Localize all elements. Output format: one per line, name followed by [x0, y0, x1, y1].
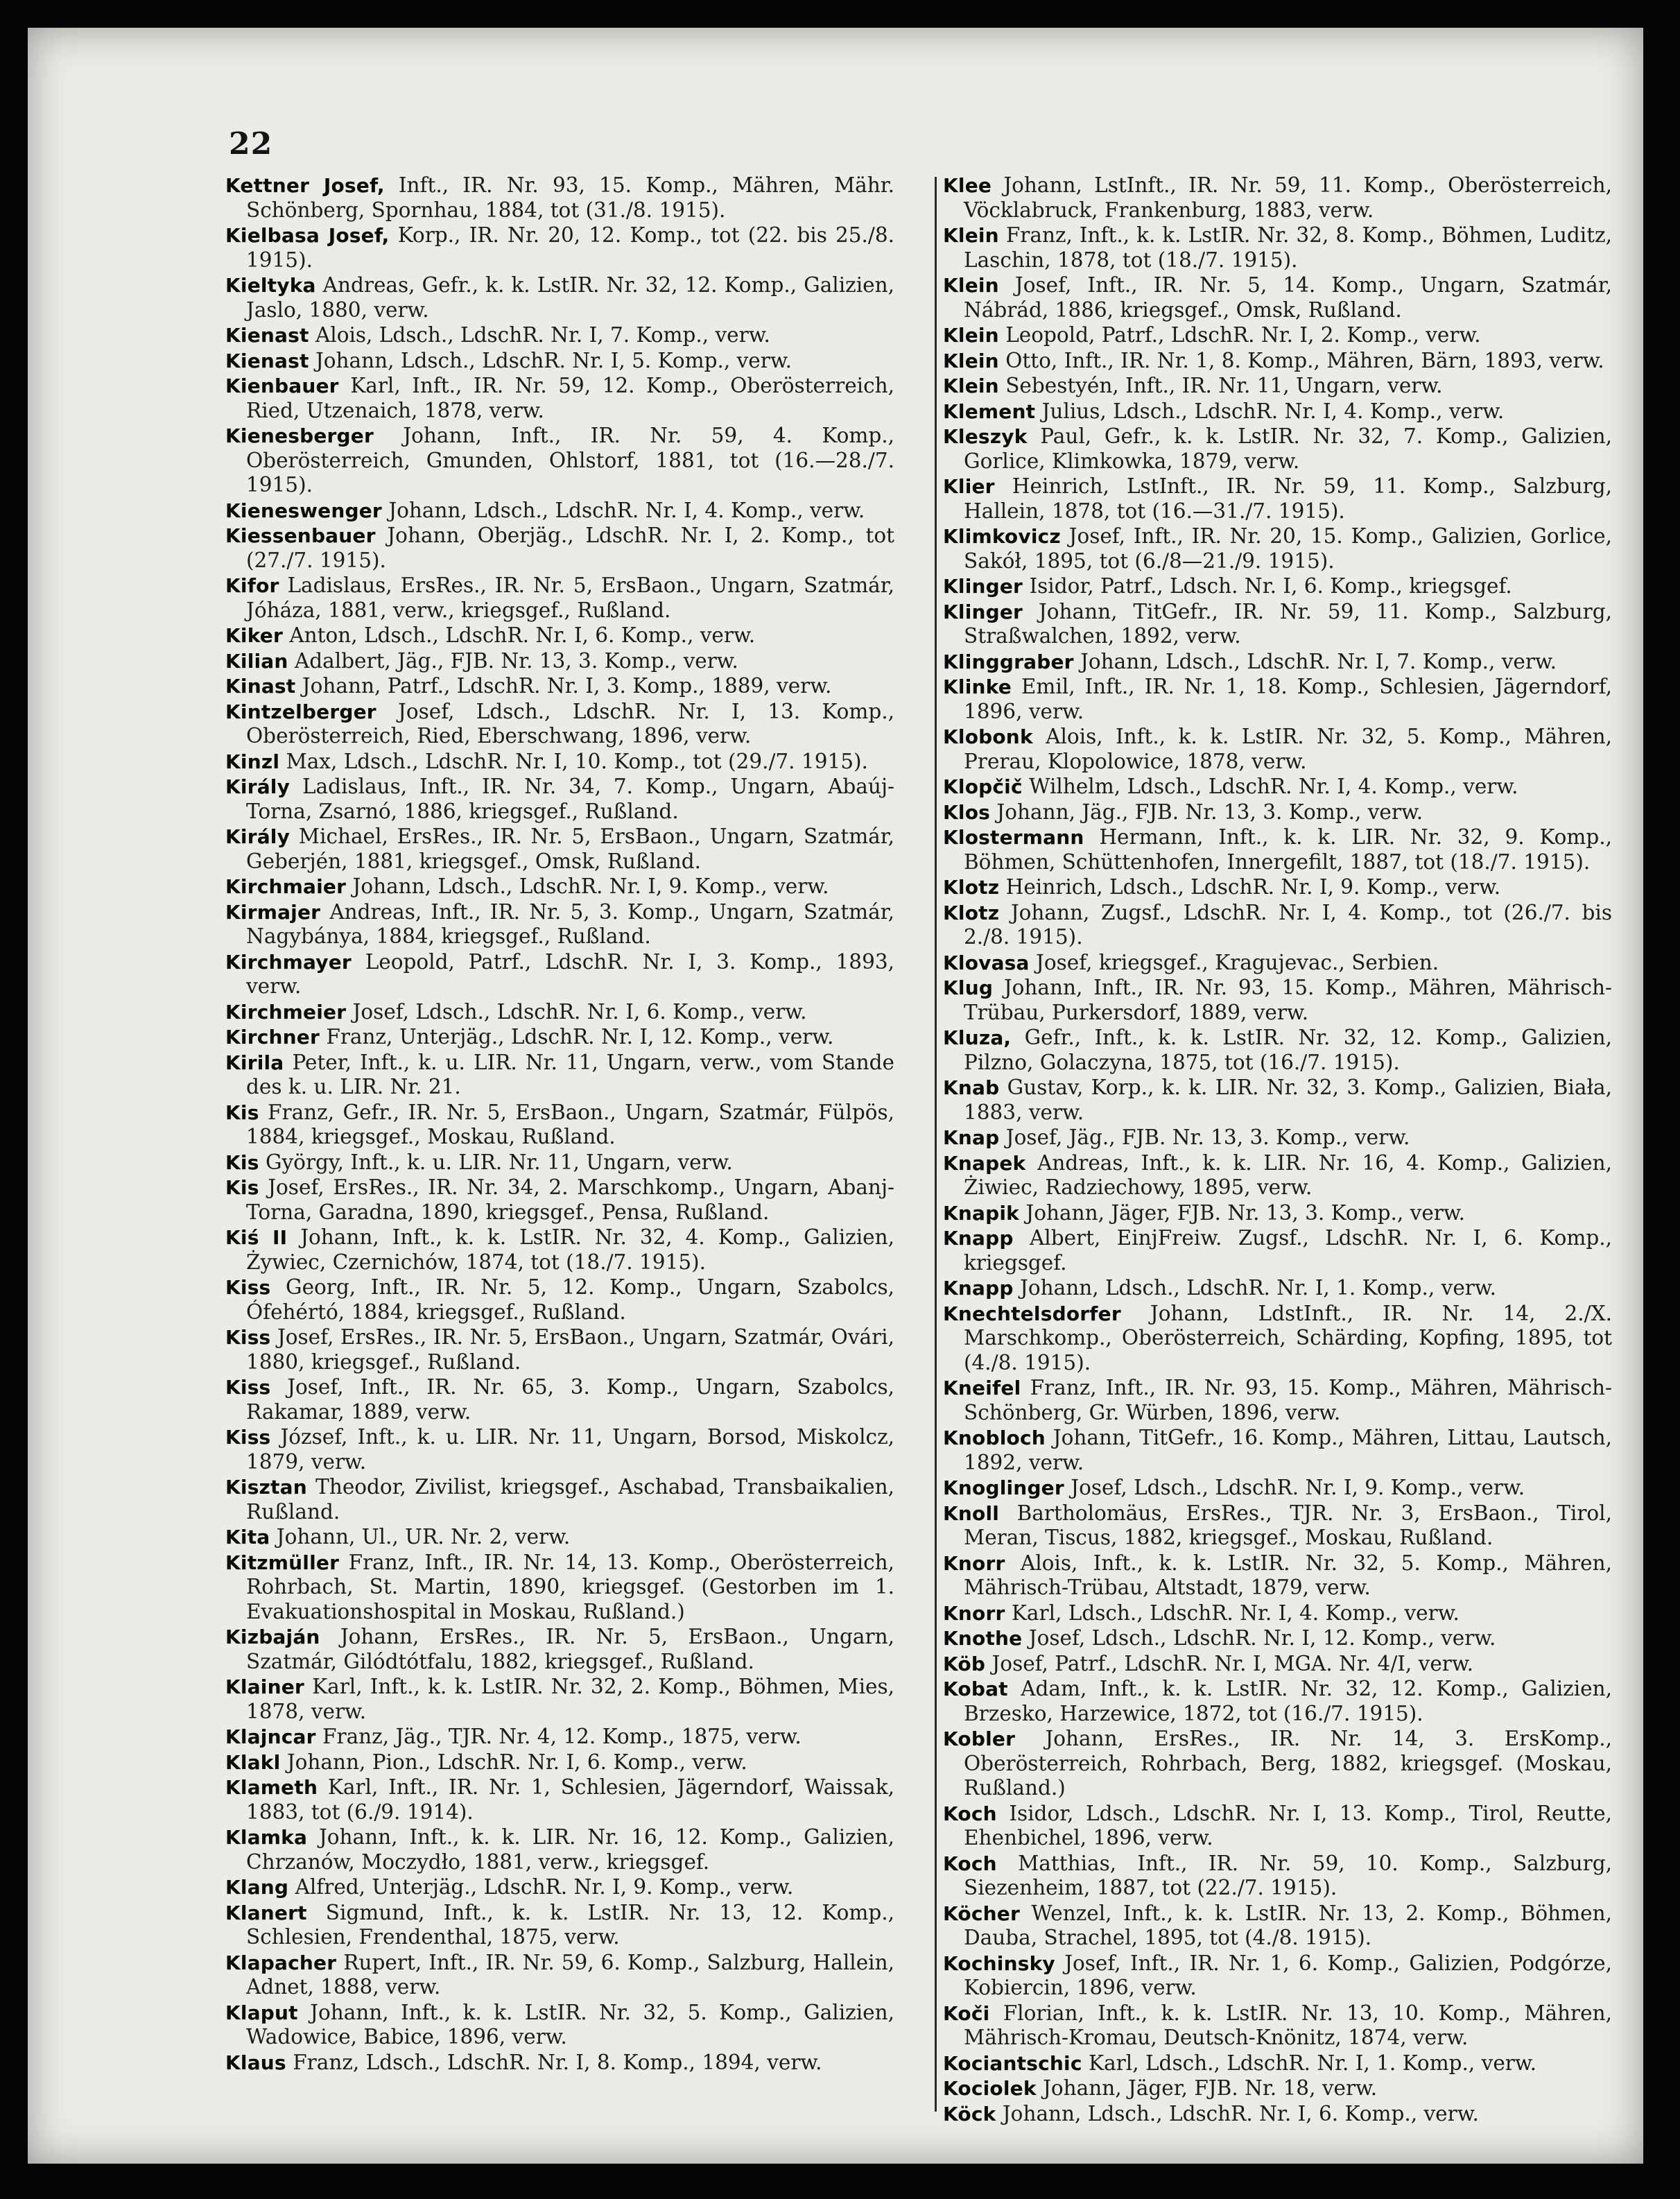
register-entry [225, 649, 894, 674]
entry-details: Johann, ErsRes., IR. Nr. 5, ErsBaon., Ungarn, Szatmár, Gilódtótfalu, 1882, kriegsgef., Rußland. [246, 1625, 894, 1673]
entry-surname: Kienbauer [225, 374, 339, 397]
register-entry [225, 424, 894, 498]
page-number: 22 [229, 126, 273, 162]
register-entry [943, 1026, 1612, 1075]
entry-surname: Köb [943, 1652, 986, 1675]
entry-surname: Kieltyka [225, 274, 316, 297]
entry-details: Karl, Inft., k. k. LstIR. Nr. 32, 2. Komp., Böhmen, Mies, 1878, verw. [246, 1675, 894, 1723]
entry-surname: Kleszyk [943, 425, 1028, 448]
entry-details: Theodor, Zivilist, kriegsgef., Aschabad, Transbaikalien, Rußland. [246, 1475, 894, 1524]
entry-surname: Kiessenbauer [225, 524, 376, 547]
entry-details: Johann, Patrf., LdschR. Nr. I, 3. Komp., 1889, verw. [302, 674, 832, 698]
entry-details: Franz, Inft., k. k. LstIR. Nr. 32, 8. Komp., Böhmen, Luditz, Laschin, 1878, tot (18./7. 1915). [964, 223, 1612, 272]
entry-details: Matthias, Inft., IR. Nr. 59, 10. Komp., Salzburg, Siezenheim, 1887, tot (22./7. 1915). [964, 1851, 1612, 1899]
entry-surname: Kienast [225, 324, 309, 347]
register-entry [943, 1652, 1612, 1677]
entry-details: Andreas, Inft., IR. Nr. 5, 3. Komp., Ungarn, Szatmár, Nagybánya, 1884, kriegsgef., Rußland. [246, 899, 894, 948]
register-entry [943, 574, 1612, 599]
register-entry [943, 1501, 1612, 1551]
entry-details: Max, Ldsch., LdschR. Nr. I, 10. Komp., tot (29./7. 1915). [286, 749, 868, 773]
register-entry [943, 1727, 1612, 1801]
entry-details: Johann, Ldsch., LdschR. Nr. I, 7. Komp., verw. [1080, 649, 1557, 673]
entry-details: Paul, Gefr., k. k. LstIR. Nr. 32, 7. Komp., Galizien, Gorlice, Klimkowka, 1879, verw. [964, 424, 1612, 473]
entry-details: Johann, ErsRes., IR. Nr. 14, 3. ErsKomp., Oberösterreich, Rohrbach, Berg, 1882, kriegsgef. (Moskau, Rußland.) [964, 1727, 1612, 1800]
entry-surname: Kociolek [943, 2077, 1037, 2100]
register-entry [943, 600, 1612, 649]
entry-surname: Kochinsky [943, 1951, 1055, 1975]
entry-details: Isidor, Patrf., Ldsch. Nr. I, 6. Komp., kriegsgef. [1029, 574, 1512, 598]
entry-surname: Klement [943, 399, 1036, 423]
register-entry [225, 825, 894, 874]
entry-surname: Klostermann [943, 826, 1084, 849]
entry-details: Johann, TitGefr., 16. Komp., Mähren, Littau, Lautsch, 1892, verw. [964, 1426, 1612, 1474]
register-entry [943, 1626, 1612, 1651]
entry-details: Adam, Inft., k. k. LstIR. Nr. 32, 12. Komp., Galizien, Brzesko, Harzewice, 1872, tot (16./7. 1915). [964, 1677, 1612, 1725]
entry-details: Korp., IR. Nr. 20, 12. Komp., tot (22. bis 25./8. 1915). [246, 223, 894, 272]
register-entry [943, 374, 1612, 399]
entry-details: György, Inft., k. u. LIR. Nr. 11, Ungarn, verw. [265, 1150, 733, 1174]
entry-details: Josef, ErsRes., IR. Nr. 5, ErsBaon., Ungarn, Szatmár, Ovári, 1880, kriegsgef., Rußland. [246, 1325, 894, 1374]
entry-details: Johann, Ul., UR. Nr. 2, verw. [276, 1525, 571, 1549]
register-entry [943, 1601, 1612, 1626]
entry-surname: Knapp [943, 1227, 1014, 1250]
entry-details: Josef, Inft., IR. Nr. 1, 6. Komp., Galizien, Podgórze, Kobiercin, 1896, verw. [964, 1951, 1612, 1999]
register-entry [225, 1025, 894, 1050]
entry-details: Josef, Ldsch., LdschR. Nr. I, 13. Komp., Oberösterreich, Ried, Eberschwang, 1896, verw. [246, 699, 894, 748]
register-entry [943, 1276, 1612, 1301]
register-entry [943, 349, 1612, 374]
entry-details: Karl, Ldsch., LdschR. Nr. I, 4. Komp., verw. [1011, 1601, 1460, 1625]
register-entry [943, 650, 1612, 675]
entry-surname: Kilian [225, 649, 288, 673]
entry-details: Karl, Inft., IR. Nr. 59, 12. Komp., Oberösterreich, Ried, Utzenaich, 1878, verw. [246, 374, 894, 422]
register-entry [225, 2051, 894, 2076]
entry-details: Wilhelm, Ldsch., LdschR. Nr. I, 4. Komp., verw. [1029, 775, 1518, 798]
right-column [943, 173, 1612, 2127]
register-entry [943, 1426, 1612, 1475]
register-entry [943, 1376, 1612, 1425]
register-entry [225, 1951, 894, 2000]
entry-details: Franz, Inft., IR. Nr. 93, 15. Komp., Mähren, Mährisch-Schönberg, Gr. Würben, 1896, verw. [964, 1376, 1612, 1424]
entry-surname: Knobloch [943, 1426, 1046, 1449]
register-entry [225, 1225, 894, 1275]
entry-details: Otto, Inft., IR. Nr. 1, 8. Komp., Mähren, Bärn, 1893, verw. [1005, 348, 1604, 372]
register-entry [225, 1551, 894, 1625]
entry-surname: Koch [943, 1802, 997, 1825]
register-entry [225, 273, 894, 322]
entry-surname: Kitzmüller [225, 1551, 340, 1574]
entry-surname: Klopčič [943, 775, 1023, 798]
entry-details: Alois, Inft., k. k. LstIR. Nr. 32, 5. Komp., Mähren, Mährisch-Trübau, Altstadt, 1879, verw. [964, 1551, 1612, 1599]
register-entry [225, 173, 894, 223]
register-entry [943, 2001, 1612, 2051]
entry-surname: Kiś II [225, 1226, 288, 1249]
register-entry [225, 874, 894, 899]
entry-details: Andreas, Inft., k. k. LIR. Nr. 16, 4. Komp., Galizien, Żiwiec, Radziechowy, 1895, verw. [964, 1150, 1612, 1199]
entry-details: Johann, Ldsch., LdschR. Nr. I, 9. Komp., verw. [352, 874, 829, 898]
entry-surname: Klobonk [943, 725, 1033, 748]
entry-details: Leopold, Patrf., LdschR. Nr. I, 2. Komp., verw. [1005, 323, 1481, 347]
register-entry [225, 1775, 894, 1825]
entry-details: Franz, Unterjäg., LdschR. Nr. I, 12. Komp., verw. [326, 1025, 834, 1049]
entry-surname: Knothe [943, 1627, 1023, 1650]
entry-details: Georg, Inft., IR. Nr. 5, 12. Komp., Ungarn, Szabolcs, Ófehértó, 1884, kriegsgef., Rußland. [246, 1275, 894, 1324]
entry-details: Johann, Inft., IR. Nr. 59, 4. Komp., Oberösterreich, Gmunden, Ohlstorf, 1881, tot (16.—28./7. 1915). [246, 424, 894, 497]
entry-surname: Kisztan [225, 1476, 307, 1499]
entry-details: Josef, Ldsch., LdschR. Nr. I, 9. Komp., verw. [1071, 1476, 1525, 1499]
left-column [225, 173, 894, 2076]
entry-surname: Klinke [943, 675, 1012, 698]
register-entry [225, 223, 894, 273]
register-entry [225, 1150, 894, 1175]
register-entry [225, 1325, 894, 1374]
register-entry [943, 1951, 1612, 2001]
entry-details: Johann, Inft., IR. Nr. 93, 15. Komp., Mähren, Mährisch-Trübau, Purkersdorf, 1889, verw. [964, 976, 1612, 1024]
entry-surname: Kiss [225, 1326, 271, 1349]
entry-surname: Kluza, [943, 1026, 1012, 1049]
entry-details: Sigmund, Inft., k. k. LstIR. Nr. 13, 12. Komp., Schlesien, Frendenthal, 1875, verw. [246, 1900, 894, 1949]
entry-surname: Kiss [225, 1426, 271, 1449]
entry-details: Johann, Jäger, FJB. Nr. 18, verw. [1043, 2076, 1378, 2100]
entry-details: Johann, Ldsch., LdschR. Nr. I, 6. Komp., verw. [1002, 2101, 1479, 2125]
entry-surname: Klein [943, 324, 999, 347]
entry-surname: Klotz [943, 876, 1000, 899]
entry-surname: Kinzl [225, 750, 280, 773]
register-entry [943, 901, 1612, 950]
entry-details: Josef, Inft., IR. Nr. 5, 14. Komp., Ungarn, Szatmár, Nábrád, 1886, kriegsgef., Omsk, Rußland. [964, 273, 1612, 322]
entry-details: Isidor, Ldsch., LdschR. Nr. I, 13. Komp., Tirol, Reutte, Ehenbichel, 1896, verw. [964, 1801, 1612, 1849]
register-entry [943, 2076, 1612, 2101]
register-entry [225, 1725, 894, 1750]
entry-details: Johann, LstInft., IR. Nr. 59, 11. Komp., Oberösterreich, Vöcklabruck, Frankenburg, 1883, verw. [964, 173, 1612, 222]
entry-surname: Kirchmayer [225, 950, 352, 974]
entry-surname: Kirchmaier [225, 875, 347, 898]
register-entry [943, 951, 1612, 976]
entry-details: Sebestyén, Inft., IR. Nr. 11, Ungarn, verw. [1005, 374, 1443, 397]
entry-details: Heinrich, Ldsch., LdschR. Nr. I, 9. Komp., verw. [1005, 875, 1501, 899]
entry-surname: Klaput [225, 2001, 298, 2024]
entry-details: Johann, Inft., k. k. LstIR. Nr. 32, 4. Komp., Galizien, Żywiec, Czernichów, 1874, tot (18./7. 1915). [246, 1225, 894, 1274]
entry-details: Johann, Inft., k. k. LIR. Nr. 16, 12. Komp., Galizien, Chrzanów, Moczydło, 1881, verw., kriegsgef. [246, 1825, 894, 1874]
register-entry [943, 1476, 1612, 1501]
entry-surname: Kneifel [943, 1377, 1021, 1399]
entry-surname: Klos [943, 800, 990, 824]
entry-surname: Klovasa [943, 951, 1030, 974]
entry-surname: Klang [225, 1876, 289, 1899]
register-entry [225, 1051, 894, 1100]
entry-details: Alfred, Unterjäg., LdschR. Nr. I, 9. Komp., verw. [295, 1875, 794, 1899]
entry-surname: Kis [225, 1176, 259, 1199]
register-entry [943, 1151, 1612, 1200]
entry-details: Bartholomäus, ErsRes., TJR. Nr. 3, ErsBaon., Tirol, Meran, Tiscus, 1882, kriegsgef., Moskau, Rußland. [964, 1501, 1612, 1549]
register-entry [943, 2102, 1612, 2127]
entry-surname: Klein [943, 374, 999, 397]
entry-surname: Klein [943, 224, 999, 247]
entry-surname: Kizbaján [225, 1625, 320, 1648]
entry-surname: Klinger [943, 600, 1023, 623]
register-entry [225, 1825, 894, 1874]
register-entry [225, 775, 894, 824]
entry-details: Johann, Jäger, FJB. Nr. 13, 3. Komp., verw. [1025, 1200, 1466, 1225]
entry-details: Heinrich, LstInft., IR. Nr. 59, 11. Komp., Salzburg, Hallein, 1878, tot (16.—31./7. 1915). [964, 474, 1612, 523]
entry-details: József, Inft., k. u. LIR. Nr. 11, Ungarn, Borsod, Miskolcz, 1879, verw. [246, 1425, 894, 1474]
entry-surname: Klein [943, 274, 999, 297]
entry-surname: Knapek [943, 1151, 1026, 1175]
entry-details: Adalbert, Jäg., FJB. Nr. 13, 3. Komp., verw. [294, 648, 738, 673]
entry-surname: Kirchmeier [225, 1000, 347, 1024]
entry-surname: Knab [943, 1076, 1000, 1099]
register-entry [943, 825, 1612, 874]
entry-surname: Kis [225, 1101, 259, 1124]
register-entry [225, 1475, 894, 1524]
register-entry [943, 1852, 1612, 1901]
register-entry [943, 1802, 1612, 1851]
entry-details: Leopold, Patrf., LdschR. Nr. I, 3. Komp., 1893, verw. [246, 949, 894, 998]
entry-surname: Knapp [943, 1277, 1014, 1300]
entry-details: Julius, Ldsch., LdschR. Nr. I, 4. Komp., verw. [1041, 399, 1505, 423]
register-entry [225, 623, 894, 648]
entry-surname: Klug [943, 976, 994, 999]
register-entry [943, 1201, 1612, 1226]
entry-surname: Kirmajer [225, 900, 321, 924]
register-entry [943, 474, 1612, 524]
entry-details: Johann, Ldsch., LdschR. Nr. I, 5. Komp., verw. [315, 348, 792, 372]
register-entry [943, 399, 1612, 424]
entry-surname: Klapacher [225, 1951, 337, 1974]
entry-surname: Koči [943, 2001, 990, 2025]
entry-surname: Knoll [943, 1501, 1000, 1525]
column-divider [935, 177, 937, 2112]
register-entry [943, 1551, 1612, 1601]
entry-surname: Klier [943, 475, 995, 498]
register-entry [225, 1901, 894, 1950]
register-entry [225, 2001, 894, 2050]
entry-details: Josef, ErsRes., IR. Nr. 34, 2. Marschkomp., Ungarn, Abanj-Torna, Garadna, 1890, kriegsgef., Pensa, Rußland. [246, 1175, 894, 1224]
register-entry [943, 875, 1612, 900]
scanned-page [28, 28, 1643, 2164]
entry-surname: Király [225, 825, 291, 848]
register-entry [225, 1525, 894, 1550]
register-entry [943, 1677, 1612, 1726]
entry-details: Johann, Inft., k. k. LstIR. Nr. 32, 5. Komp., Galizien, Wadowice, Babice, 1896, verw. [246, 2000, 894, 2049]
register-entry [943, 323, 1612, 348]
entry-surname: Kinast [225, 675, 296, 698]
entry-details: Anton, Ldsch., LdschR. Nr. I, 6. Komp., verw. [289, 623, 756, 647]
entry-details: Inft., IR. Nr. 93, 15. Komp., Mähren, Mähr. Schönberg, Spornhau, 1884, tot (31./8. 1915). [246, 173, 894, 222]
entry-surname: Kintzelberger [225, 700, 376, 723]
entry-details: Johann, Ldsch., LdschR. Nr. I, 4. Komp., verw. [388, 498, 865, 522]
entry-details: Gustav, Korp., k. k. LIR. Nr. 32, 3. Komp., Galizien, Biała, 1883, verw. [964, 1076, 1612, 1124]
entry-details: Josef, Jäg., FJB. Nr. 13, 3. Komp., verw. [1005, 1126, 1410, 1149]
entry-surname: Kociantschic [943, 2051, 1082, 2075]
register-entry [943, 223, 1612, 273]
entry-details: Josef, Inft., IR. Nr. 20, 15. Komp., Galizien, Gorlice, Sakół, 1895, tot (6./8—21./9. 1915). [964, 524, 1612, 573]
entry-details: Johann, Ldsch., LdschR. Nr. I, 1. Komp., verw. [1020, 1276, 1497, 1300]
entry-surname: Klanert [225, 1901, 307, 1924]
register-entry [225, 374, 894, 423]
register-entry [225, 499, 894, 524]
entry-details: Johann, Jäg., FJB. Nr. 13, 3. Komp., verw. [996, 800, 1423, 824]
entry-surname: Klakl [225, 1750, 281, 1774]
entry-details: Gefr., Inft., k. k. LstIR. Nr. 32, 12. Komp., Galizien, Pilzno, Golaczyna, 1875, tot (16./7. 1915). [964, 1026, 1612, 1074]
entry-surname: Kiker [225, 624, 283, 647]
entry-surname: Kis [225, 1150, 259, 1174]
register-entry [225, 674, 894, 699]
entry-details: Ladislaus, Inft., IR. Nr. 34, 7. Komp., Ungarn, Abaúj-Torna, Zsarnó, 1886, kriegsgef., Rußland. [246, 775, 894, 823]
entry-surname: Kienast [225, 349, 309, 372]
entry-surname: Kiss [225, 1276, 271, 1299]
entry-surname: Kifor [225, 574, 279, 597]
entry-surname: Köcher [943, 1902, 1020, 1925]
entry-surname: Knorr [943, 1551, 1005, 1575]
entry-surname: Knoglinger [943, 1476, 1064, 1499]
register-entry [225, 750, 894, 775]
entry-details: Johann, TitGefr., IR. Nr. 59, 11. Komp., Salzburg, Straßwalchen, 1892, verw. [964, 599, 1612, 648]
entry-surname: Kirila [225, 1051, 284, 1074]
entry-surname: Kettner Josef, [225, 174, 385, 197]
entry-surname: Koch [943, 1852, 997, 1875]
entry-details: Karl, Ldsch., LdschR. Nr. I, 1. Komp., verw. [1089, 2051, 1537, 2075]
register-entry [943, 1076, 1612, 1125]
entry-surname: Klajncar [225, 1725, 316, 1748]
entry-surname: Knap [943, 1126, 1000, 1149]
register-entry [943, 976, 1612, 1025]
entry-surname: Klainer [225, 1675, 304, 1698]
entry-details: Ladislaus, ErsRes., IR. Nr. 5, ErsBaon., Ungarn, Szatmár, Jóháza, 1881, verw., kriegsgef., Rußland. [246, 574, 894, 622]
entry-details: Johann, Oberjäg., LdschR. Nr. I, 2. Komp., tot (27./7. 1915). [246, 524, 894, 572]
register-entry [225, 574, 894, 623]
register-entry [225, 700, 894, 749]
register-entry [225, 1675, 894, 1724]
entry-surname: Köck [943, 2102, 996, 2125]
entry-surname: Kirchner [225, 1026, 320, 1049]
entry-surname: Klee [943, 174, 992, 197]
entry-surname: Klotz [943, 901, 1000, 924]
register-entry [225, 1750, 894, 1775]
entry-details: Karl, Inft., IR. Nr. 1, Schlesien, Jägerndorf, Waissak, 1883, tot (6./9. 1914). [246, 1775, 894, 1824]
register-entry [943, 2051, 1612, 2076]
register-entry [943, 800, 1612, 825]
entry-details: Josef, Ldsch., LdschR. Nr. I, 12. Komp., verw. [1028, 1626, 1496, 1650]
register-entry [225, 1000, 894, 1025]
entry-details: Emil, Inft., IR. Nr. 1, 18. Komp., Schlesien, Jägerndorf, 1896, verw. [964, 675, 1612, 723]
entry-details: Josef, Patrf., LdschR. Nr. I, MGA. Nr. 4/I, verw. [991, 1651, 1474, 1675]
entry-details: Hermann, Inft., k. k. LIR. Nr. 32, 9. Komp., Böhmen, Schüttenhofen, Innergefilt, 1887, tot (18./7. 1915). [964, 825, 1612, 874]
entry-surname: Klameth [225, 1776, 318, 1799]
entry-surname: Kielbasa Josef, [225, 224, 390, 247]
register-entry [943, 1226, 1612, 1275]
register-entry [225, 1275, 894, 1325]
entry-details: Franz, Jäg., TJR. Nr. 4, 12. Komp., 1875, verw. [322, 1725, 802, 1748]
register-entry [943, 1302, 1612, 1376]
entry-details: Wenzel, Inft., k. k. LstIR. Nr. 13, 2. Komp., Böhmen, Dauba, Strachel, 1895, tot (4./8. 1915). [964, 1901, 1612, 1949]
entry-details: Michael, ErsRes., IR. Nr. 5, ErsBaon., Ungarn, Szatmár, Geberjén, 1881, kriegsgef., Omsk, Rußland. [246, 825, 894, 873]
register-entry [225, 349, 894, 374]
entry-details: Johann, LdstInft., IR. Nr. 14, 2./X. Marschkomp., Oberösterreich, Schärding, Kopfing, 1895, tot (4./8. 1915). [964, 1301, 1612, 1374]
entry-surname: Kiss [225, 1376, 271, 1399]
entry-details: Franz, Inft., IR. Nr. 14, 13. Komp., Oberösterreich, Rohrbach, St. Martin, 1890, kriegsgef. (Gestorben im 1. Evakuationshospital in Moskau, Rußland.) [246, 1550, 894, 1623]
entry-surname: Klaus [225, 2051, 286, 2074]
register-entry [943, 173, 1612, 223]
entry-surname: Knechtelsdorfer [943, 1302, 1121, 1325]
register-entry [943, 675, 1612, 724]
entry-surname: Klinger [943, 575, 1023, 598]
register-entry [943, 273, 1612, 322]
entry-details: Josef, Ldsch., LdschR. Nr. I, 6. Komp., verw. [352, 999, 807, 1024]
register-entry [943, 424, 1612, 474]
entry-surname: Klein [943, 349, 999, 372]
entry-surname: Kobler [943, 1727, 1016, 1750]
register-entry [225, 1375, 894, 1424]
entry-surname: Kita [225, 1526, 270, 1549]
register-entry [943, 725, 1612, 774]
register-entry [225, 1425, 894, 1474]
entry-details: Albert, EinjFreiw. Zugsf., LdschR. Nr. I, 6. Komp., kriegsgef. [964, 1226, 1612, 1275]
register-entry [943, 775, 1612, 800]
entry-surname: Kieneswenger [225, 499, 382, 522]
register-entry [225, 1101, 894, 1150]
register-entry [225, 1625, 894, 1674]
register-entry [943, 524, 1612, 574]
entry-details: Rupert, Inft., IR. Nr. 59, 6. Komp., Salzburg, Hallein, Adnet, 1888, verw. [246, 1950, 894, 1999]
entry-details: Franz, Ldsch., LdschR. Nr. I, 8. Komp., 1894, verw. [293, 2050, 822, 2074]
entry-details: Josef, kriegsgef., Kragujevac., Serbien. [1036, 950, 1439, 974]
entry-surname: Klinggraber [943, 650, 1074, 673]
register-entry [225, 524, 894, 573]
entry-details: Peter, Inft., k. u. LIR. Nr. 11, Ungarn, verw., vom Stande des k. u. LIR. Nr. 21. [246, 1050, 894, 1098]
entry-details: Johann, Zugsf., LdschR. Nr. I, 4. Komp., tot (26./7. bis 2./8. 1915). [964, 900, 1612, 949]
entry-surname: Király [225, 775, 291, 798]
entry-details: Andreas, Gefr., k. k. LstIR. Nr. 32, 12. Komp., Galizien, Jaslo, 1880, verw. [246, 273, 894, 322]
entry-surname: Klimkovicz [943, 525, 1061, 548]
entry-details: Alois, Inft., k. k. LstIR. Nr. 32, 5. Komp., Mähren, Prerau, Klopolowice, 1878, verw. [964, 725, 1612, 773]
register-entry [225, 1875, 894, 1900]
entry-details: Franz, Gefr., IR. Nr. 5, ErsBaon., Ungarn, Szatmár, Fülpös, 1884, kriegsgef., Moskau, Rußland. [246, 1100, 894, 1148]
entry-details: Josef, Inft., IR. Nr. 65, 3. Komp., Ungarn, Szabolcs, Rakamar, 1889, verw. [246, 1375, 894, 1424]
register-entry [225, 323, 894, 348]
entry-surname: Kobat [943, 1678, 1008, 1700]
entry-details: Johann, Pion., LdschR. Nr. I, 6. Komp., verw. [286, 1750, 747, 1774]
entry-surname: Knapik [943, 1201, 1019, 1225]
entry-surname: Klamka [225, 1826, 308, 1849]
entry-details: Alois, Ldsch., LdschR. Nr. I, 7. Komp., verw. [315, 323, 770, 347]
register-entry [225, 950, 894, 999]
register-entry [943, 1126, 1612, 1150]
entry-surname: Kienesberger [225, 424, 374, 447]
entry-details: Florian, Inft., k. k. LstIR. Nr. 13, 10. Komp., Mähren, Mährisch-Kromau, Deutsch-Knönitz, 1874, verw. [964, 2001, 1612, 2049]
register-entry [225, 900, 894, 949]
register-entry [943, 1902, 1612, 1951]
entry-surname: Knorr [943, 1601, 1005, 1625]
register-entry [225, 1175, 894, 1225]
